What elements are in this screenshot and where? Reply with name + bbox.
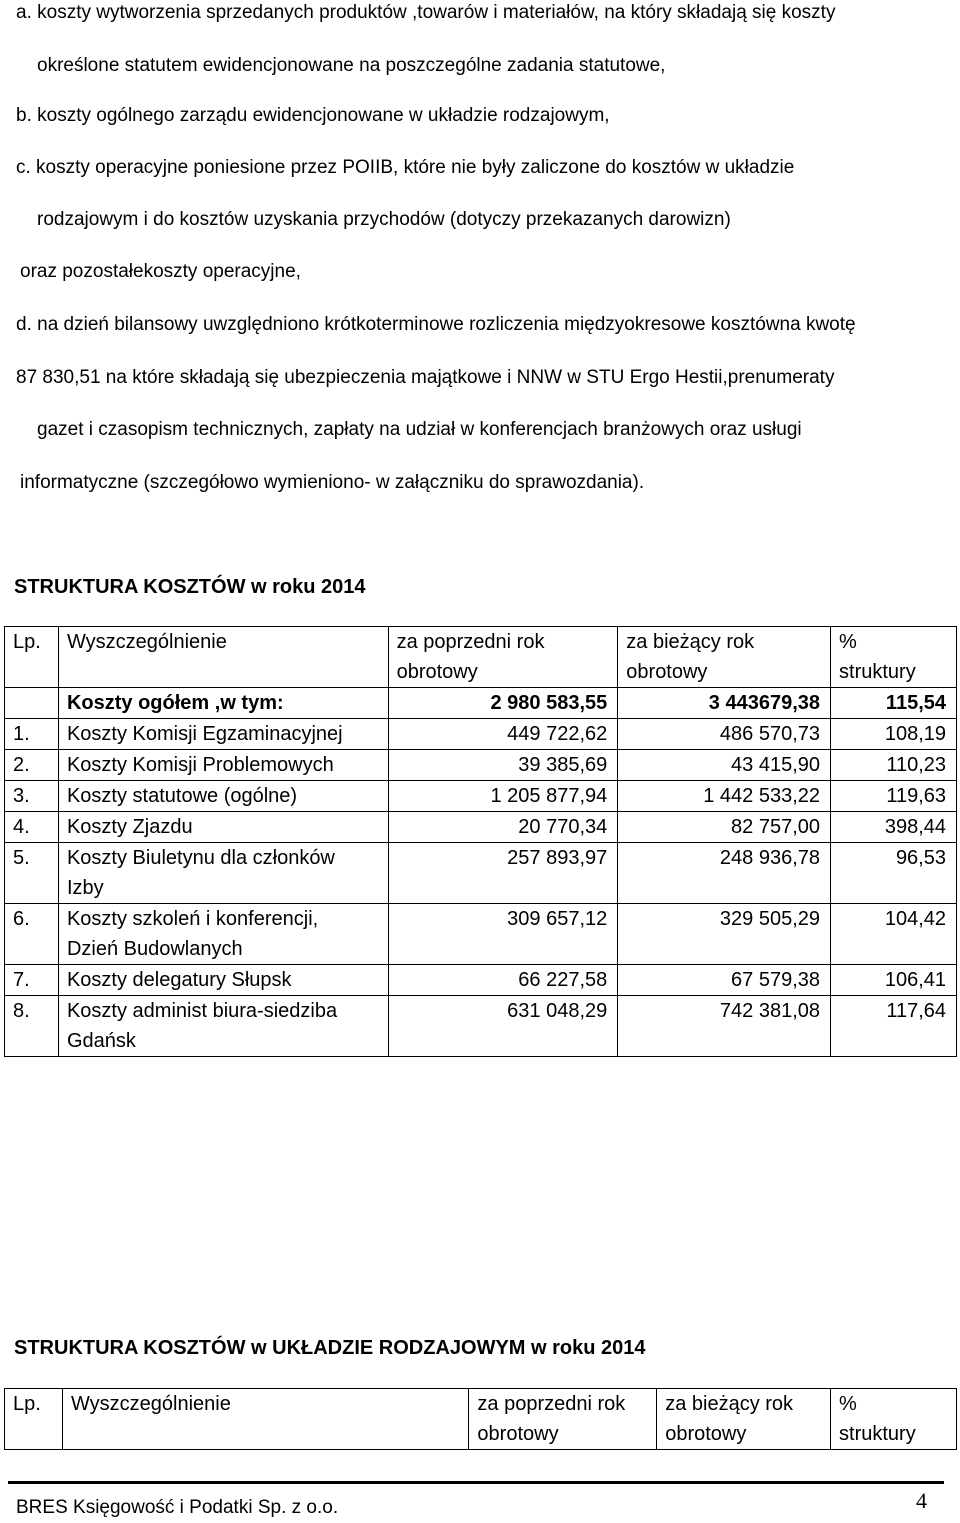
header-prev-year: za poprzedni rok obrotowy — [469, 1389, 657, 1450]
table1-title: STRUKTURA KOSZTÓW w roku 2014 — [14, 576, 366, 598]
row-curr: 486 570,73 — [618, 719, 831, 750]
row-name: Koszty Komisji Problemowych — [58, 750, 388, 781]
header-lp: Lp. — [5, 1389, 63, 1450]
total-name: Koszty ogółem ,w tym: — [58, 688, 388, 719]
row-pct: 398,44 — [831, 812, 957, 843]
row-name: Koszty Zjazdu — [58, 812, 388, 843]
row-name: Koszty Komisji Egzaminacyjnej — [58, 719, 388, 750]
row-lp: 1. — [5, 719, 59, 750]
table-row — [5, 996, 957, 1057]
row-pct: 96,53 — [831, 843, 957, 904]
paragraph-d-line-1: d. na dzień bilansowy uwzględniono krótkoterminowe rozliczenia międzyokresowe kosztówna kwotę — [16, 314, 856, 335]
row-lp: 7. — [5, 965, 59, 996]
table-row — [5, 904, 957, 965]
row-prev: 257 893,97 — [388, 843, 618, 904]
row-pct: 104,42 — [831, 904, 957, 965]
row-pct: 119,63 — [831, 781, 957, 812]
paragraph-a-line-1: a. koszty wytworzenia sprzedanych produktów ,towarów i materiałów, na który składają się koszty — [16, 2, 836, 23]
table-row — [5, 719, 957, 750]
row-pct: 106,41 — [831, 965, 957, 996]
row-curr: 43 415,90 — [618, 750, 831, 781]
paragraph-c-line-1: c. koszty operacyjne poniesione przez POIIB, które nie były zaliczone do kosztów w układzie — [16, 157, 795, 178]
header-current-year: za bieżący rok obrotowy — [657, 1389, 831, 1450]
row-prev: 66 227,58 — [388, 965, 618, 996]
table-row — [5, 750, 957, 781]
paragraph-a-line-2: określone statutem ewidencjonowane na poszczególne zadania statutowe, — [37, 55, 666, 76]
table-total-row — [5, 688, 957, 719]
row-curr: 248 936,78 — [618, 843, 831, 904]
row-prev: 39 385,69 — [388, 750, 618, 781]
row-prev: 631 048,29 — [388, 996, 618, 1057]
row-curr: 1 442 533,22 — [618, 781, 831, 812]
row-lp: 2. — [5, 750, 59, 781]
row-pct: 108,19 — [831, 719, 957, 750]
row-pct: 110,23 — [831, 750, 957, 781]
row-name: Koszty delegatury Słupsk — [58, 965, 388, 996]
table2-title: STRUKTURA KOSZTÓW w UKŁADZIE RODZAJOWYM w roku 2014 — [14, 1337, 646, 1359]
paragraph-d-line-4: informatyczne (szczegółowo wymieniono- w załączniku do sprawozdania). — [20, 472, 645, 493]
row-name: Koszty administ biura-siedziba Gdańsk — [58, 996, 388, 1057]
header-prev-year: za poprzedni rok obrotowy — [388, 627, 618, 688]
row-lp: 8. — [5, 996, 59, 1057]
row-curr: 82 757,00 — [618, 812, 831, 843]
paragraph-b: b. koszty ogólnego zarządu ewidencjonowane w układzie rodzajowym, — [16, 105, 610, 126]
row-pct: 117,64 — [831, 996, 957, 1057]
table-row — [5, 965, 957, 996]
footer-company: BRES Księgowość i Podatki Sp. z o.o. — [16, 1497, 339, 1518]
header-name: Wyszczególnienie — [62, 1389, 468, 1450]
row-lp: 3. — [5, 781, 59, 812]
paragraph-d-line-2: 87 830,51 na które składają się ubezpieczenia majątkowe i NNW w STU Ergo Hestii,prenumeraty — [16, 367, 835, 388]
paragraph-c-line-3: oraz pozostałekoszty operacyjne, — [20, 261, 301, 282]
cost-by-type-table — [4, 1388, 957, 1450]
row-lp: 4. — [5, 812, 59, 843]
header-percent: % struktury — [831, 1389, 957, 1450]
cost-structure-table — [4, 626, 957, 1057]
table-header-row — [5, 627, 957, 688]
total-pct: 115,54 — [831, 688, 957, 719]
header-percent: % struktury — [831, 627, 957, 688]
header-current-year: za bieżący rok obrotowy — [618, 627, 831, 688]
total-prev: 2 980 583,55 — [388, 688, 618, 719]
row-curr: 67 579,38 — [618, 965, 831, 996]
row-name: Koszty szkoleń i konferencji, Dzień Budowlanych — [58, 904, 388, 965]
row-curr: 329 505,29 — [618, 904, 831, 965]
row-prev: 1 205 877,94 — [388, 781, 618, 812]
table-row — [5, 812, 957, 843]
header-name: Wyszczególnienie — [58, 627, 388, 688]
paragraph-d-line-3: gazet i czasopism technicznych, zapłaty na udział w konferencjach branżowych oraz usługi — [37, 419, 802, 440]
total-lp — [5, 688, 59, 719]
page-number: 4 — [916, 1488, 927, 1513]
table-row — [5, 843, 957, 904]
row-name: Koszty Biuletynu dla członków Izby — [58, 843, 388, 904]
header-lp: Lp. — [5, 627, 59, 688]
row-prev: 20 770,34 — [388, 812, 618, 843]
row-lp: 6. — [5, 904, 59, 965]
row-prev: 309 657,12 — [388, 904, 618, 965]
paragraph-c-line-2: rodzajowym i do kosztów uzyskania przychodów (dotyczy przekazanych darowizn) — [37, 209, 731, 230]
row-prev: 449 722,62 — [388, 719, 618, 750]
table-header-row — [5, 1389, 957, 1450]
footer-divider — [8, 1481, 944, 1484]
total-curr: 3 443679,38 — [618, 688, 831, 719]
row-name: Koszty statutowe (ogólne) — [58, 781, 388, 812]
table-row — [5, 781, 957, 812]
row-lp: 5. — [5, 843, 59, 904]
row-curr: 742 381,08 — [618, 996, 831, 1057]
